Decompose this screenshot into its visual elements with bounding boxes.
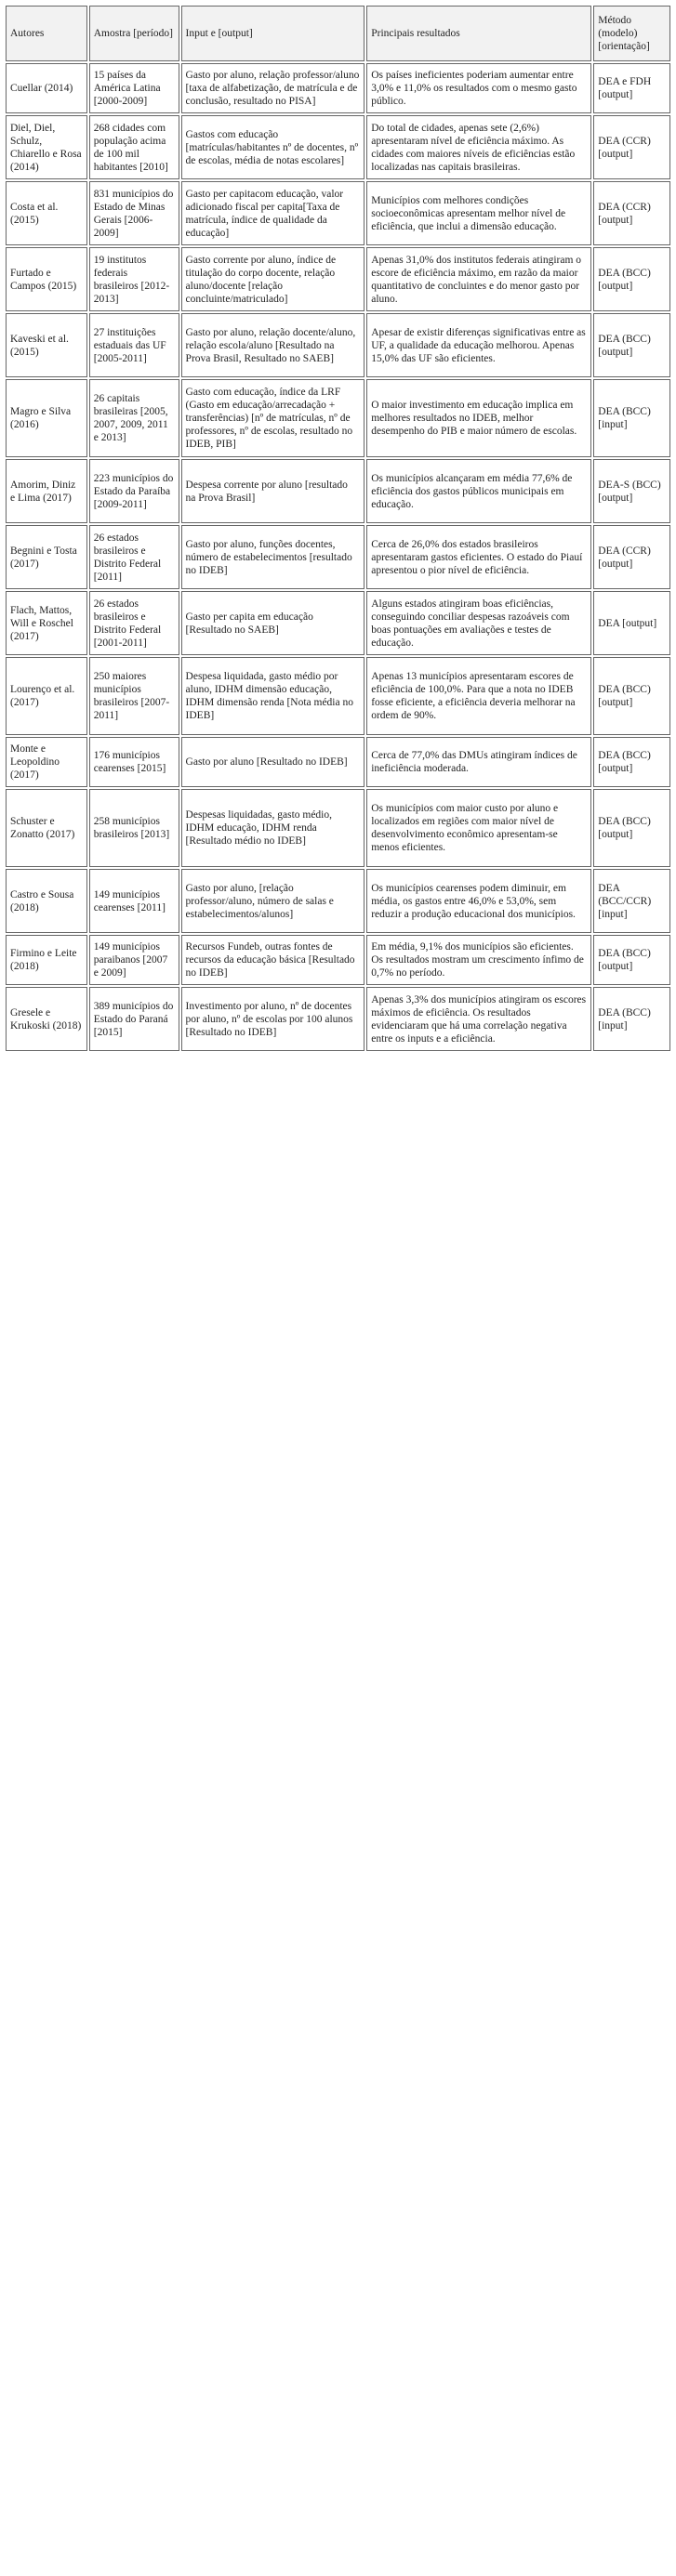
cell-results: O maior investimento em educação implica em melhores resultados no IDEB, melhor desempenho do PIB e maior número de escolas. <box>366 379 591 457</box>
cell-method: DEA (BCC) [output] <box>593 313 670 377</box>
cell-input-output: Recursos Fundeb, outras fontes de recursos da educação básica [Resultado no IDEB] <box>181 935 365 985</box>
cell-results: Cerca de 26,0% dos estados brasileiros apresentaram gastos eficientes. O estado do Piauí apresentou o pior nível de eficiência. <box>366 525 591 589</box>
table-row <box>6 869 670 933</box>
cell-method: DEA (BCC/CCR) [input] <box>593 869 670 933</box>
header-sample: Amostra [período] <box>89 6 179 61</box>
cell-authors: Costa et al. (2015) <box>6 181 87 245</box>
table-row <box>6 525 670 589</box>
cell-authors: Kaveski et al. (2015) <box>6 313 87 377</box>
cell-authors: Schuster e Zonatto (2017) <box>6 789 87 867</box>
cell-input-output: Despesa corrente por aluno [resultado na Prova Brasil] <box>181 459 365 523</box>
cell-input-output: Gasto com educação, índice da LRF (Gasto em educação/arrecadação + transferências) [nº de matrículas, nº de professores, nº de escolas, resultado no IDEB, PIB] <box>181 379 365 457</box>
table-row <box>6 789 670 867</box>
cell-method: DEA (BCC) [output] <box>593 935 670 985</box>
table-row <box>6 313 670 377</box>
cell-results: Apenas 3,3% dos municípios atingiram os escores máximos de eficiência. Os resultados evidenciaram que há uma correlação negativa entre os inputs e a eficiência. <box>366 987 591 1051</box>
cell-results: Apenas 13 municípios apresentaram escores de eficiência de 100,0%. Para que a nota no IDEB fosse eficiente, a eficiência deveria melhorar na ordem de 90%. <box>366 657 591 735</box>
cell-authors: Diel, Diel, Schulz, Chiarello e Rosa (2014) <box>6 115 87 179</box>
cell-method: DEA (BCC) [output] <box>593 247 670 311</box>
cell-method: DEA (BCC) [output] <box>593 789 670 867</box>
table-row <box>6 935 670 985</box>
table-row <box>6 379 670 457</box>
cell-sample: 250 maiores municípios brasileiros [2007-2011] <box>89 657 179 735</box>
cell-authors: Castro e Sousa (2018) <box>6 869 87 933</box>
cell-input-output: Despesas liquidadas, gasto médio, IDHM educação, IDHM renda [Resultado médio no IDEB] <box>181 789 365 867</box>
cell-authors: Magro e Silva (2016) <box>6 379 87 457</box>
cell-results: Os países ineficientes poderiam aumentar entre 3,0% e 11,0% os resultados com o mesmo gasto público. <box>366 63 591 113</box>
cell-sample: 19 institutos federais brasileiros [2012-2013] <box>89 247 179 311</box>
cell-sample: 258 municípios brasileiros [2013] <box>89 789 179 867</box>
cell-sample: 389 municípios do Estado do Paraná [2015] <box>89 987 179 1051</box>
cell-results: Os municípios com maior custo por aluno e localizados em regiões com maior nível de desenvolvimento econômico apresentam-se menos eficientes. <box>366 789 591 867</box>
cell-input-output: Gastos com educação [matrículas/habitantes nº de docentes, nº de escolas, média de notas escolares] <box>181 115 365 179</box>
cell-sample: 26 estados brasileiros e Distrito Federal [2001-2011] <box>89 591 179 655</box>
cell-method: DEA (BCC) [input] <box>593 379 670 457</box>
cell-results: Alguns estados atingiram boas eficiências, conseguindo conciliar despesas razoáveis com boas pontuações em avaliações e testes de educação. <box>366 591 591 655</box>
cell-results: Apesar de existir diferenças significativas entre as UF, a qualidade da educação melhorou. Apenas 15,0% das UF são eficientes. <box>366 313 591 377</box>
cell-method: DEA (CCR) [output] <box>593 115 670 179</box>
cell-input-output: Gasto por aluno [Resultado no IDEB] <box>181 737 365 787</box>
literature-review-table <box>4 4 672 1053</box>
cell-sample: 26 capitais brasileiras [2005, 2007, 2009, 2011 e 2013] <box>89 379 179 457</box>
table-row <box>6 591 670 655</box>
cell-input-output: Investimento por aluno, nº de docentes por aluno, nº de escolas por 100 alunos [Resultado no IDEB] <box>181 987 365 1051</box>
cell-sample: 223 municípios do Estado da Paraíba [2009-2011] <box>89 459 179 523</box>
cell-method: DEA (BCC) [input] <box>593 987 670 1051</box>
cell-authors: Flach, Mattos, Will e Roschel (2017) <box>6 591 87 655</box>
header-input-output: Input e [output] <box>181 6 365 61</box>
cell-sample: 15 países da América Latina [2000-2009] <box>89 63 179 113</box>
cell-results: Municípios com melhores condições socioeconômicas apresentam melhor nível de eficiência, que inclui a dimensão educação. <box>366 181 591 245</box>
cell-sample: 176 municípios cearenses [2015] <box>89 737 179 787</box>
cell-method: DEA (CCR) [output] <box>593 525 670 589</box>
table-row <box>6 63 670 113</box>
table-row <box>6 247 670 311</box>
cell-authors: Monte e Leopoldino (2017) <box>6 737 87 787</box>
cell-authors: Firmino e Leite (2018) <box>6 935 87 985</box>
cell-method: DEA e FDH [output] <box>593 63 670 113</box>
header-authors: Autores <box>6 6 87 61</box>
cell-results: Em média, 9,1% dos municípios são eficientes. Os resultados mostram um crescimento ínfimo de 0,7% no período. <box>366 935 591 985</box>
cell-method: DEA (CCR) [output] <box>593 181 670 245</box>
cell-authors: Cuellar (2014) <box>6 63 87 113</box>
cell-results: Cerca de 77,0% das DMUs atingiram índices de ineficiência moderada. <box>366 737 591 787</box>
cell-method: DEA [output] <box>593 591 670 655</box>
cell-sample: 831 municípios do Estado de Minas Gerais [2006-2009] <box>89 181 179 245</box>
header-main-results: Principais resultados <box>366 6 591 61</box>
cell-method: DEA-S (BCC) [output] <box>593 459 670 523</box>
table-row <box>6 459 670 523</box>
cell-input-output: Gasto per capita em educação [Resultado no SAEB] <box>181 591 365 655</box>
cell-authors: Begnini e Tosta (2017) <box>6 525 87 589</box>
cell-input-output: Gasto per capitacom educação, valor adicionado fiscal per capita[Taxa de matrícula, índice de qualidade da educação] <box>181 181 365 245</box>
cell-sample: 268 cidades com população acima de 100 mil habitantes [2010] <box>89 115 179 179</box>
table-row <box>6 737 670 787</box>
cell-sample: 27 instituições estaduais das UF [2005-2011] <box>89 313 179 377</box>
cell-results: Do total de cidades, apenas sete (2,6%) apresentaram nível de eficiência máximo. As cidades com maiores níveis de eficiências estão localizadas nas capitais brasileiras. <box>366 115 591 179</box>
cell-authors: Lourenço et al. (2017) <box>6 657 87 735</box>
cell-results: Os municípios cearenses podem diminuir, em média, os gastos entre 46,0% e 53,0%, sem reduzir a produção educacional dos municípios. <box>366 869 591 933</box>
cell-input-output: Gasto por aluno, relação professor/aluno [taxa de alfabetização, de matrícula e de conclusão, resultado no PISA] <box>181 63 365 113</box>
cell-method: DEA (BCC) [output] <box>593 657 670 735</box>
cell-input-output: Gasto por aluno, [relação professor/aluno, número de salas e estabelecimentos/alunos] <box>181 869 365 933</box>
cell-sample: 149 municípios paraibanos [2007 e 2009] <box>89 935 179 985</box>
table-row <box>6 181 670 245</box>
table-row <box>6 987 670 1051</box>
cell-input-output: Gasto por aluno, relação docente/aluno, relação escola/aluno [Resultado na Prova Brasil, Resultado no SAEB] <box>181 313 365 377</box>
header-method: Método (modelo) [orientação] <box>593 6 670 61</box>
cell-method: DEA (BCC) [output] <box>593 737 670 787</box>
cell-input-output: Gasto por aluno, funções docentes, número de estabelecimentos [resultado no IDEB] <box>181 525 365 589</box>
cell-authors: Furtado e Campos (2015) <box>6 247 87 311</box>
cell-results: Os municípios alcançaram em média 77,6% de eficiência dos gastos públicos municipais em educação. <box>366 459 591 523</box>
cell-input-output: Gasto corrente por aluno, índice de titulação do corpo docente, relação aluno/docente [relação concluinte/matriculado] <box>181 247 365 311</box>
cell-results: Apenas 31,0% dos institutos federais atingiram o escore de eficiência máximo, em razão da maior quantitativo de concluintes e do menor gasto por aluno. <box>366 247 591 311</box>
cell-input-output: Despesa liquidada, gasto médio por aluno, IDHM dimensão educação, IDHM dimensão renda [Nota média no IDEB] <box>181 657 365 735</box>
cell-sample: 149 municípios cearenses [2011] <box>89 869 179 933</box>
table-row <box>6 115 670 179</box>
cell-sample: 26 estados brasileiros e Distrito Federal [2011] <box>89 525 179 589</box>
cell-authors: Gresele e Krukoski (2018) <box>6 987 87 1051</box>
table-row <box>6 657 670 735</box>
cell-authors: Amorim, Diniz e Lima (2017) <box>6 459 87 523</box>
header-row <box>6 6 670 61</box>
